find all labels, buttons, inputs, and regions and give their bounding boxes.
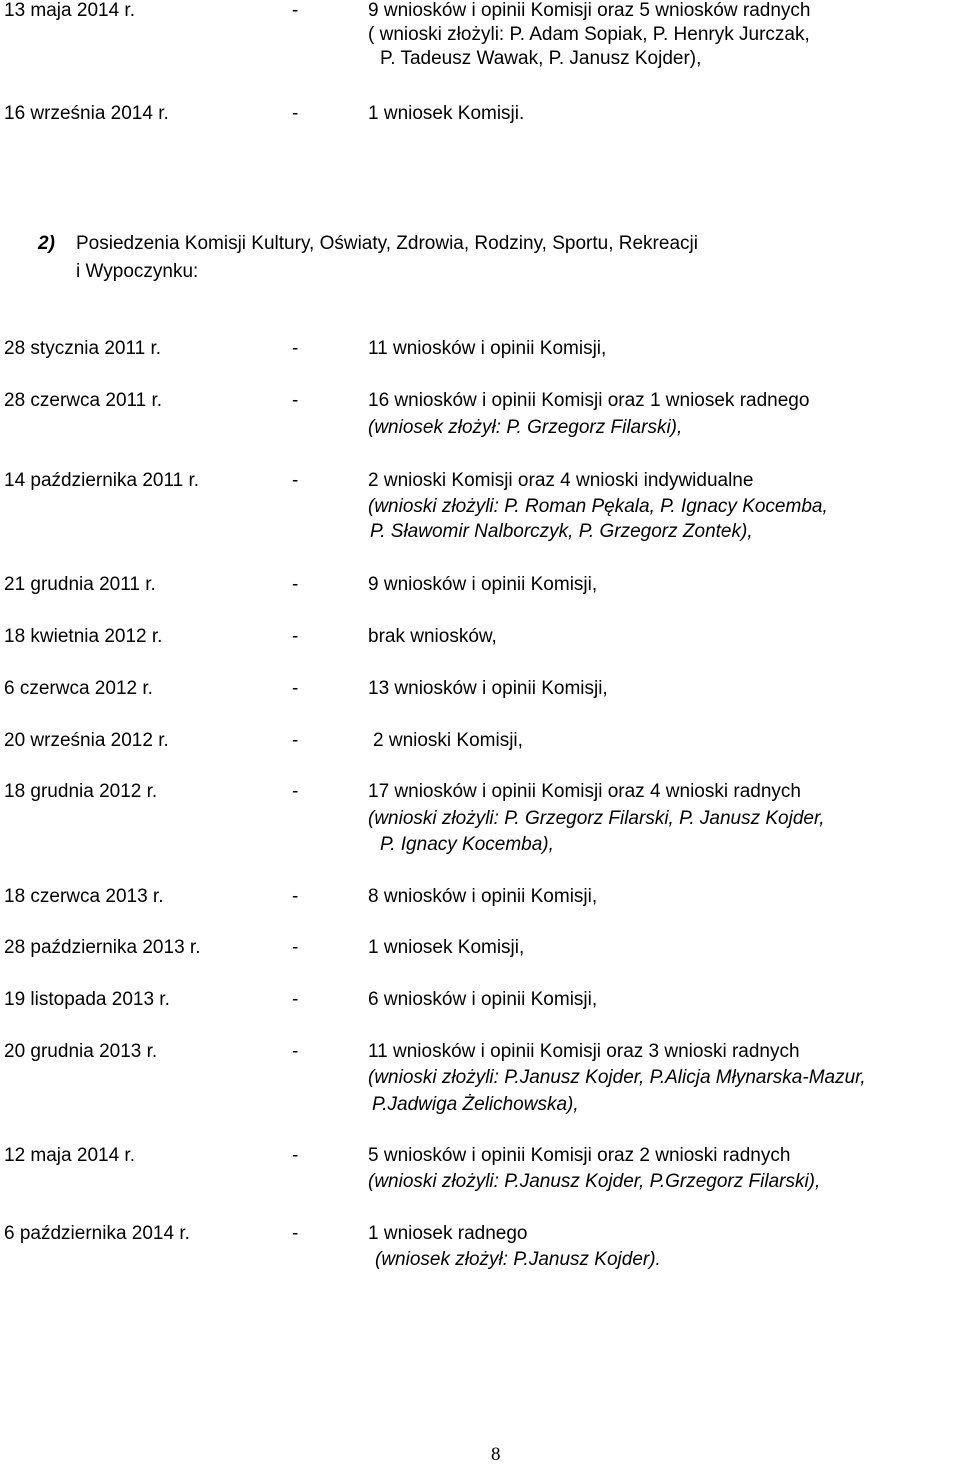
- page-number: 8: [491, 1444, 501, 1465]
- entry-date: 28 stycznia 2011 r.: [4, 338, 162, 359]
- entry-main-text: brak wniosków,: [368, 626, 497, 647]
- entry-main-text: 5 wniosków i opinii Komisji oraz 2 wnioski radnych: [368, 1145, 791, 1166]
- entry-sub-text: P. Sławomir Nalborczyk, P. Grzegorz Zontek),: [370, 521, 753, 542]
- entry-sub-text: (wniosek złożył: P. Grzegorz Filarski),: [368, 417, 683, 438]
- entry-main-text: 1 wniosek radnego: [368, 1223, 528, 1244]
- entry-date: 18 czerwca 2013 r.: [4, 886, 164, 907]
- entry-main-text: 16 wniosków i opinii Komisji oraz 1 wniosek radnego: [368, 390, 810, 411]
- entry-date: 14 października 2011 r.: [4, 470, 200, 491]
- entry-date: 12 maja 2014 r.: [4, 1145, 135, 1166]
- entry-date: 6 czerwca 2012 r.: [4, 678, 153, 699]
- entry-dash: -: [292, 678, 299, 699]
- entry-main-text: 9 wniosków i opinii Komisji,: [368, 574, 598, 595]
- entry-sub-text: P. Tadeusz Wawak, P. Janusz Kojder),: [380, 48, 702, 69]
- section-title: Posiedzenia Komisji Kultury, Oświaty, Zdrowia, Rodziny, Sportu, Rekreacji: [76, 233, 698, 254]
- entry-main-text: 13 wniosków i opinii Komisji,: [368, 678, 608, 699]
- entry-dash: -: [292, 0, 299, 21]
- entry-main-text: 8 wniosków i opinii Komisji,: [368, 886, 598, 907]
- entry-main-text: 6 wniosków i opinii Komisji,: [368, 989, 598, 1010]
- entry-main-text: 11 wniosków i opinii Komisji,: [368, 338, 607, 359]
- entry-dash: -: [292, 574, 299, 595]
- entry-date: 20 grudnia 2013 r.: [4, 1041, 158, 1062]
- entry-dash: -: [292, 937, 299, 958]
- entry-date: 18 grudnia 2012 r.: [4, 781, 158, 802]
- entry-dash: -: [292, 886, 299, 907]
- entry-main-text: 2 wnioski Komisji oraz 4 wnioski indywidualne: [368, 470, 754, 491]
- entry-dash: -: [292, 781, 299, 802]
- entry-dash: -: [292, 103, 299, 124]
- entry-dash: -: [292, 1041, 299, 1062]
- entry-main-text: 1 wniosek Komisji,: [368, 937, 525, 958]
- section-title-continued: i Wypoczynku:: [76, 261, 199, 282]
- entry-date: 19 listopada 2013 r.: [4, 989, 170, 1010]
- entry-date: 20 września 2012 r.: [4, 730, 169, 751]
- entry-dash: -: [292, 390, 299, 411]
- entry-main-text: 11 wniosków i opinii Komisji oraz 3 wnioski radnych: [368, 1041, 800, 1062]
- entry-date: 28 czerwca 2011 r.: [4, 390, 163, 411]
- entry-date: 18 kwietnia 2012 r.: [4, 626, 163, 647]
- entry-dash: -: [292, 730, 299, 751]
- entry-main-text: 1 wniosek Komisji.: [368, 103, 525, 124]
- entry-dash: -: [292, 1145, 299, 1166]
- entry-sub-text: (wniosek złożył: P.Janusz Kojder).: [375, 1249, 661, 1270]
- entry-sub-text: P. Ignacy Kocemba),: [380, 834, 554, 855]
- entry-date: 13 maja 2014 r.: [4, 0, 135, 21]
- entry-sub-text: ( wnioski złożyli: P. Adam Sopiak, P. Henryk Jurczak,: [368, 24, 810, 45]
- entry-dash: -: [292, 1223, 299, 1244]
- entry-sub-text: (wnioski złożyli: P.Janusz Kojder, P.Grzegorz Filarski),: [368, 1171, 821, 1192]
- entry-main-text: 2 wnioski Komisji,: [373, 730, 523, 751]
- entry-sub-text: (wnioski złożyli: P. Roman Pękala, P. Ignacy Kocemba,: [368, 496, 828, 517]
- entry-date: 6 października 2014 r.: [4, 1223, 190, 1244]
- entry-main-text: 17 wniosków i opinii Komisji oraz 4 wnioski radnych: [368, 781, 801, 802]
- entry-dash: -: [292, 626, 299, 647]
- entry-sub-text: (wnioski złożyli: P.Janusz Kojder, P.Alicja Młynarska-Mazur,: [368, 1067, 866, 1088]
- entry-dash: -: [292, 470, 299, 491]
- entry-date: 21 grudnia 2011 r.: [4, 574, 156, 595]
- entry-sub-text: (wnioski złożyli: P. Grzegorz Filarski, P. Janusz Kojder,: [368, 808, 825, 829]
- section-number: 2): [38, 233, 55, 254]
- entry-date: 16 września 2014 r.: [4, 103, 169, 124]
- entry-dash: -: [292, 989, 299, 1010]
- entry-main-text: 9 wniosków i opinii Komisji oraz 5 wniosków radnych: [368, 0, 811, 21]
- entry-sub-text: P.Jadwiga Żelichowska),: [372, 1094, 579, 1115]
- entry-dash: -: [292, 338, 299, 359]
- entry-date: 28 października 2013 r.: [4, 937, 201, 958]
